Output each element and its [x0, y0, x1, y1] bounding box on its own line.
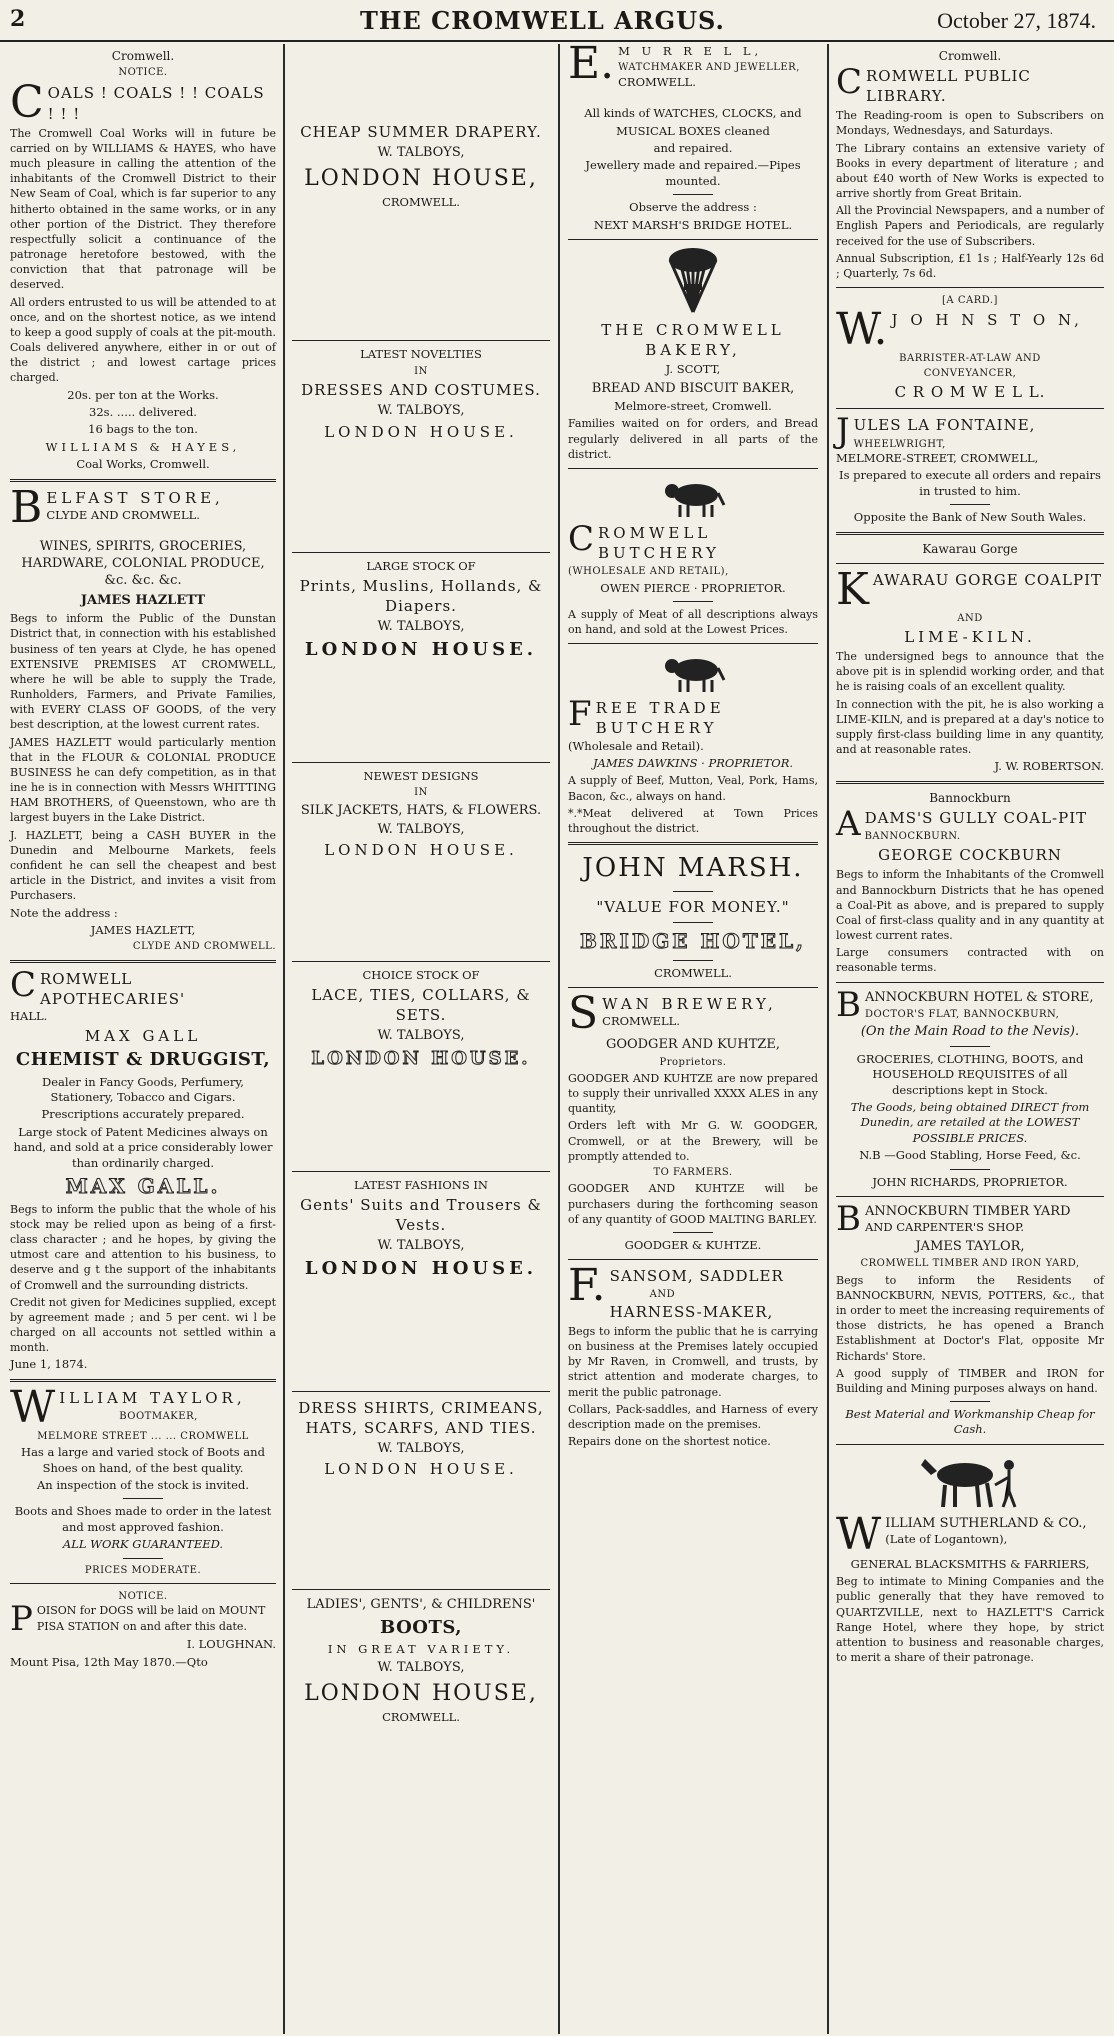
ad-body: All orders entrusted to us will be attended to at once, and on the shortest notice, as we intend to keep a good supply of coals at the pit-mouth. Coals delivered anywhere, either in or out of the district ; and lowest cartage prices charged.	[10, 295, 276, 385]
ad-talboys-gents	[292, 1178, 550, 1281]
ad-body: Orders left with Mr G. W. GOODGER, Cromwell, or at the Brewery, will be promptly attended to.	[568, 1119, 818, 1163]
ad-subhead: LIME-KILN.	[904, 628, 1036, 647]
ad-body: Begs to inform the Public of the Dunstan District that, in connection with his established business of ten years at Clyde, he has opened EXTENSIVE PREMISES AT CROMWELL, where he will be able to supply the Trade, Runholders, Farmers, and Private Families, with EVERY CLASS OF GOODS, of the very best description, at the lowest current rates.	[10, 612, 276, 732]
ad-body: The Library contains an extensive variety of Books in every department of literature ; and about £40 worth of New Works is expected to arrive shortly from Great Britain.	[836, 141, 1104, 201]
ad-body: A supply of Beef, Mutton, Veal, Pork, Hams, Bacon, &c., always on hand.	[568, 774, 818, 803]
ad-headline: WAN BREWERY,	[602, 995, 777, 1014]
price-line: 32s. ..... delivered.	[89, 404, 197, 419]
advertiser-address: Melmore-street, Cromwell.	[614, 399, 772, 414]
card-label: [A CARD.]	[942, 295, 998, 307]
advertiser-name: J. W. ROBERTSON.	[994, 759, 1104, 774]
advertiser-name: W. TALBOYS,	[377, 145, 465, 161]
store-name: LONDON HOUSE.	[324, 841, 518, 860]
ad-body: Credit not given for Medicines supplied, except by agreement made ; and 5 per cent. wi l be charged on all accounts not settled within a month.	[10, 1295, 276, 1355]
ad-body: GOODGER AND KUHTZE are now prepared to supply their unrivalled XXXX ALES in any quantity,	[568, 1071, 818, 1116]
divider	[673, 194, 713, 195]
ad-body: Begs to inform the Residents of BANNOCKBURN, NEVIS, POTTERS, &c., that in order to meet the increasing requirements of those districts, he has opened a Branch Establishment at Doctor's Flat, opposite Mr Richards' Store.	[836, 1273, 1104, 1363]
advertiser-address: CROMWELL.	[618, 74, 696, 89]
ad-headline: M U R R E L L,	[618, 44, 763, 58]
ad-headline: ULES LA FONTAINE,	[853, 416, 1036, 435]
ad-body: The Goods, being obtained DIRECT from Dunedin, are retailed at the LOWEST POSSIBLE PRICES.	[850, 1100, 1090, 1145]
store-name: LONDON HOUSE.	[324, 422, 518, 441]
ad-body: All the Provincial Newspapers, and a number of English Papers and Periodicals, are regularly received for the use of Subscribers.	[836, 204, 1104, 248]
ad-body: All kinds of WATCHES, CLOCKS, and	[584, 106, 802, 121]
divider	[836, 1196, 1104, 1197]
divider	[292, 1391, 550, 1392]
ad-talboys-boots	[292, 1596, 550, 1725]
trade-title: CONVEYANCER,	[923, 367, 1017, 379]
divider	[568, 468, 818, 469]
ad-cromwell-butchery	[568, 475, 818, 637]
ad-item: SILK JACKETS, HATS, & FLOWERS.	[300, 802, 542, 818]
ad-headline: ROMWELL BUTCHERY	[598, 523, 720, 563]
ad-public-library	[836, 48, 1104, 281]
ad-body: *.*Meat delivered at Town Prices throughout the district.	[568, 806, 818, 835]
ad-body: An inspection of the stock is invited.	[36, 1478, 250, 1493]
ad-timber-yard	[836, 1199, 1104, 1438]
slogan: "VALUE FOR MONEY."	[596, 897, 790, 916]
ad-talboys-novelties	[292, 347, 550, 441]
section-label: Kawarau Gorge	[922, 541, 1018, 556]
advertiser-name: W. TALBOYS,	[377, 619, 465, 635]
goods-list: WINES, SPIRITS, GROCERIES, HARDWARE, COLONIAL PRODUCE, &c. &c. &c.	[21, 538, 265, 589]
ad-body: Begs to inform the public that he is carrying on business at the Premises lately occupied by Mr Raven, in Cromwell, and trusts, by strict attention and moderate charges, to merit the public patronage.	[568, 1324, 818, 1399]
advertiser-address: BANNOCKBURN.	[864, 830, 961, 842]
notice-label: NOTICE.	[118, 67, 168, 79]
ad-subhead: AND CARPENTER'S SHOP.	[865, 1220, 1025, 1235]
trade-title: BREAD AND BISCUIT BAKER,	[591, 380, 795, 396]
ad-free-trade-butchery	[568, 650, 818, 836]
ad-body: In connection with the pit, he is also working a LIME-KILN, and is prepared at a day's notice to supply first-class building lime in any quantity, and at reasonable rates.	[836, 697, 1104, 757]
ad-headline: CHOICE STOCK OF	[362, 967, 480, 982]
drop-cap: C	[10, 77, 44, 129]
ad-connective: AND	[957, 612, 983, 624]
ad-connective: AND	[649, 1289, 676, 1301]
advertiser-name: I. LOUGHNAN.	[186, 1637, 276, 1652]
advertiser-name: W. TALBOYS,	[377, 1028, 465, 1044]
ad-date: June 1, 1874.	[10, 1357, 88, 1372]
issue-date: October 27, 1874.	[937, 8, 1096, 33]
divider	[123, 1558, 163, 1559]
drop-cap: F	[568, 694, 592, 735]
advertiser-name: W. TALBOYS,	[377, 1440, 465, 1456]
ad-subhead: TO FARMERS.	[653, 1166, 733, 1178]
ad-subhead: (WHOLESALE AND RETAIL),	[568, 566, 729, 578]
ad-note: N.B —Good Stabling, Horse Feed, &c.	[859, 1148, 1081, 1163]
ad-body: Repairs done on the shortest notice.	[568, 1435, 771, 1449]
proprietor-name: JAMES TAYLOR,	[915, 1238, 1025, 1254]
divider	[673, 601, 713, 602]
ad-body: Prescriptions accurately prepared.	[41, 1107, 245, 1122]
divider	[292, 762, 550, 763]
ad-body: The Cromwell Coal Works will in future be carried on by WILLIAMS & HAYES, who have much pleasure in calling the attention of the inhabitants of the Cromwell District to their New Seam of Coal, which is far superior to any hitherto obtained in the same works, or in any other portion of the District. They therefore respectfully solicit a continuance of the patronage heretofore bestowed, with the conviction that that patronage will be deserved.	[10, 126, 276, 292]
proprietor-name: MAX GALL	[84, 1027, 202, 1046]
horse-and-smith-icon	[915, 1451, 1025, 1511]
ad-headline: CHEAP SUMMER DRAPERY.	[300, 123, 542, 141]
ad-body: Begs to inform the Inhabitants of the Cromwell and Bannockburn Districts that he has opened a Coal-Pit as above, and is prepared to supply Coal of first-class quality and in any quantity at lowest current rates.	[836, 868, 1104, 943]
ad-body: MUSICAL BOXES cleaned	[616, 123, 770, 138]
ad-body: Families waited on for orders, and Bread regularly delivered in all parts of the district.	[568, 417, 818, 461]
ad-body: Boots and Shoes made to order in the latest and most approved fashion.	[14, 1504, 272, 1534]
divider	[673, 922, 713, 923]
divider	[123, 1498, 163, 1499]
ad-body: ALL WORK GUARANTEED.	[62, 1537, 224, 1552]
advertiser-address: CLYDE AND CROMWELL.	[132, 941, 276, 953]
ad-headline: AWARAU GORGE COALPIT	[872, 570, 1103, 589]
advertiser-address: CROMWELL.	[382, 194, 460, 209]
store-name: LONDON HOUSE.	[311, 1047, 531, 1069]
divider	[292, 1171, 550, 1172]
advertiser-name: JAMES HAZLETT,	[90, 922, 196, 937]
ad-body: Annual Subscription, £1 1s ; Half-Yearly 12s 6d ; Quarterly, 7s 6d.	[836, 251, 1104, 280]
drop-cap: W.	[836, 303, 888, 355]
advertiser-address: C R O M W E L L.	[894, 383, 1046, 402]
ad-item: DRESSES AND COSTUMES.	[301, 381, 541, 400]
ad-murrell-watchmaker	[568, 44, 818, 233]
divider	[673, 960, 713, 961]
newspaper-title: THE CROMWELL ARGUS.	[360, 6, 725, 35]
divider	[836, 1444, 1104, 1445]
store-name: LONDON HOUSE.	[324, 1460, 518, 1479]
ad-headline: LADIES', GENTS', & CHILDRENS'	[306, 1597, 536, 1613]
price-line: 20s. per ton at the Works.	[67, 387, 219, 402]
advertiser-address: MELMORE-STREET, CROMWELL,	[836, 450, 1039, 465]
divider	[836, 781, 1104, 784]
ad-note: Note the address :	[10, 905, 118, 920]
ad-body: Jewellery made and repaired.—Pipes mounted.	[585, 158, 801, 188]
ad-subhead: Proprietors.	[659, 1056, 727, 1068]
ad-talboys-prints	[292, 559, 550, 662]
hotel-name: BRIDGE HOTEL,	[580, 928, 806, 953]
proprietor-name: JAMES HAZLETT	[80, 592, 206, 608]
drop-cap: B	[836, 984, 861, 1025]
ad-body: J. HAZLETT, being a CASH BUYER in the Dunedin and Melbourne Markets, feels confident he can sell the cheapest and best article in the District, and invites a visit from Purchasers.	[10, 828, 276, 903]
drop-cap: C	[568, 518, 595, 559]
ad-subhead: BOOTMAKER,	[119, 1410, 198, 1422]
ad-headline: THE CROMWELL BAKERY,	[601, 321, 785, 360]
proprietor-name: GEORGE COCKBURN	[878, 846, 1062, 865]
divider	[568, 643, 818, 644]
drop-cap: S	[568, 988, 599, 1040]
divider	[950, 1046, 990, 1047]
ad-body: Collars, Pack-saddles, and Harness of every description made on the premises.	[568, 1402, 818, 1431]
ad-headline: LATEST NOVELTIES	[360, 347, 482, 362]
ad-coal-works	[10, 48, 276, 473]
ad-adams-gully	[836, 790, 1104, 976]
trade-title: HARNESS-MAKER,	[609, 1302, 774, 1321]
divider	[950, 504, 990, 505]
ad-body: A supply of Meat of all descriptions always on hand, and sold at the Lowest Prices.	[568, 607, 818, 637]
ad-johnston-barrister	[836, 294, 1104, 402]
store-name: LONDON HOUSE.	[304, 638, 538, 660]
drop-cap: J	[836, 411, 850, 452]
ad-body: PRICES MODERATE.	[84, 1564, 202, 1576]
page-number: 2	[10, 6, 26, 32]
ad-item: Gents' Suits and Trousers & Vests.	[300, 1196, 542, 1235]
proprietor-name: OWEN PIERCE · PROPRIETOR.	[600, 580, 786, 595]
advertiser-address: CROMWELL TIMBER AND IRON YARD,	[860, 1258, 1080, 1270]
column-rule	[558, 44, 560, 2034]
bull-icon	[658, 650, 728, 694]
ad-subhead: CLYDE AND CROMWELL.	[46, 507, 200, 522]
wheat-sheaf-icon	[658, 246, 728, 316]
drop-cap: K	[836, 563, 869, 615]
column-3	[562, 44, 824, 2034]
advertiser-address: DOCTOR'S FLAT, BANNOCKBURN,	[865, 1009, 1060, 1020]
drop-cap: B	[836, 1199, 861, 1240]
ad-bannockburn-hotel	[836, 984, 1104, 1190]
ad-body: Beg to intimate to Mining Companies and the public generally that they have removed to QUARTZVILLE, next to HAZLETT'S Carrick Range Hotel, where they hope, by strict attention to business and reasonable charges, to merit a share of their patronage.	[836, 1575, 1104, 1665]
ad-item: Prints, Muslins, Hollands, & Diapers.	[299, 577, 543, 616]
ad-belfast-store	[10, 481, 276, 954]
drop-cap: P	[10, 1599, 33, 1640]
ad-subhead: (On the Main Road to the Nevis).	[860, 1024, 1080, 1040]
divider	[292, 552, 550, 553]
trade-title: WHEELWRIGHT,	[853, 438, 946, 450]
ad-note: Observe the address :	[629, 200, 757, 215]
divider	[836, 408, 1104, 409]
divider	[568, 239, 818, 240]
ad-headline: ANNOCKBURN TIMBER YARD	[865, 1204, 1071, 1220]
trade-title: BARRISTER-AT-LAW AND	[899, 352, 1041, 364]
divider	[950, 1169, 990, 1170]
ad-body: The Reading-room is open to Subscribers on Mondays, Wednesdays, and Saturdays.	[836, 109, 1104, 138]
ad-subhead: IN GREAT VARIETY.	[327, 1642, 515, 1656]
ad-note: Best Material and Workmanship Cheap for Cash.	[845, 1407, 1095, 1437]
store-name: LONDON HOUSE,	[304, 165, 538, 191]
masthead	[0, 0, 1114, 42]
ad-headline: SANSOM, SADDLER	[609, 1267, 784, 1286]
ad-headline: ELFAST STORE,	[46, 488, 224, 507]
ad-body: Is prepared to execute all orders and repairs in trusted to him.	[839, 468, 1101, 498]
ad-body: Has a large and varied stock of Boots and Shoes on hand, of the best quality.	[21, 1445, 265, 1475]
drop-cap: E.	[568, 44, 615, 89]
drop-cap: C	[10, 964, 37, 1005]
divider	[836, 563, 1104, 564]
ad-body: Large consumers contracted with on reasonable terms.	[836, 946, 1104, 975]
divider	[292, 340, 550, 341]
ad-talboys-shirts	[292, 1398, 550, 1480]
ad-headline: ANNOCKBURN HOTEL & STORE,	[865, 989, 1094, 1005]
ad-headline: LARGE STOCK OF	[366, 558, 476, 573]
divider	[836, 532, 1104, 535]
column-2	[286, 44, 556, 2034]
bull-icon	[658, 475, 728, 519]
ad-body: JAMES HAZLETT would particularly mention that in the FLOUR & COLONIAL PRODUCE BUSINESS he can defy competition, as in that ine he is in connection with Messrs WHITTING HAM BROTHERS, of Queenstown, who are th largest buyers in the Lake District.	[10, 735, 276, 825]
ad-john-marsh	[568, 851, 818, 981]
ad-footer: Mount Pisa, 12th May 1870.—Qto	[10, 1654, 208, 1669]
ad-sansom-saddler	[568, 1260, 818, 1449]
divider	[292, 1589, 550, 1590]
divider	[836, 287, 1104, 288]
ad-headline: ILLIAM TAYLOR,	[59, 1388, 246, 1407]
divider	[836, 982, 1104, 983]
ad-body: and repaired.	[653, 141, 733, 156]
divider	[292, 961, 550, 962]
divider	[950, 1401, 990, 1402]
ad-kawarau-coalpit	[836, 541, 1104, 775]
ad-item: BOOTS,	[380, 1616, 462, 1638]
notice-label: NOTICE.	[118, 1591, 168, 1603]
ad-item: LACE, TIES, COLLARS, & SETS.	[311, 985, 531, 1025]
proprietor-name: GOODGER AND KUHTZE,	[605, 1037, 781, 1053]
section-label: Cromwell.	[111, 49, 175, 63]
divider	[10, 960, 276, 963]
ad-poison-notice	[10, 1590, 276, 1670]
ad-body: Large stock of Patent Medicines always on hand, and sold at a price considerably lower than ordinarily charged.	[13, 1124, 273, 1170]
ad-apothecaries-hall	[10, 964, 276, 1373]
ad-body: Begs to inform the public that the whole of his stock may be relied upon as being of a first-class character ; and he hopes, by giving the utmost care and attention to his business, to deserve and g t the support of the inhabitants of Cromwell and the surrounding districts.	[10, 1202, 276, 1292]
ad-sutherland-blacksmiths	[836, 1451, 1104, 1665]
ad-subhead: (Late of Logantown),	[885, 1532, 1008, 1547]
ad-connective: IN	[414, 787, 428, 799]
ad-headline: NEWEST DESIGNS	[363, 768, 479, 783]
ad-body: A good supply of TIMBER and IRON for Building and Mining purposes always on hand.	[836, 1366, 1104, 1395]
divider	[568, 842, 818, 845]
divider	[673, 1232, 713, 1233]
column-4	[830, 44, 1110, 2034]
advertiser-address: NEXT MARSH'S BRIDGE HOTEL.	[593, 217, 793, 232]
advertiser-name: W. TALBOYS,	[377, 1660, 465, 1676]
ad-connective: IN	[414, 365, 428, 377]
ad-subhead: WATCHMAKER AND JEWELLER,	[618, 62, 800, 74]
ad-headline: DAMS'S GULLY COAL-PIT	[864, 808, 1088, 827]
price-line: 16 bags to the ton.	[88, 422, 198, 437]
divider	[568, 987, 818, 988]
ad-talboys-jackets	[292, 769, 550, 861]
ad-headline: REE TRADE BUTCHERY	[595, 699, 725, 738]
advertiser-name: W. TALBOYS,	[377, 403, 465, 419]
ad-swan-brewery	[568, 988, 818, 1253]
proprietor-name-display: MAX GALL.	[65, 1173, 221, 1198]
ad-headline: LATEST FASHIONS IN	[354, 1177, 488, 1192]
trade-title: CHEMIST & DRUGGIST,	[15, 1049, 271, 1071]
proprietor-name: JOHN MARSH.	[582, 853, 804, 884]
ad-body: GOODGER AND KUHTZE will be purchasers during the forthcoming season of any quantity of GOOD MALTING BARLEY.	[568, 1182, 818, 1226]
advertiser-address: MELMORE STREET ... ... CROMWELL	[37, 1430, 249, 1442]
ad-note: Opposite the Bank of New South Wales.	[853, 510, 1087, 525]
column-rule	[283, 44, 285, 2034]
store-name: LONDON HOUSE.	[304, 1257, 538, 1279]
ad-body: OISON for DOGS will be laid on MOUNT PISA STATION on and after this date.	[36, 1604, 266, 1633]
advertiser-address: CROMWELL.	[654, 965, 732, 980]
column-rule	[827, 44, 829, 2034]
divider	[10, 1583, 276, 1584]
proprietor-name: JOHN RICHARDS, PROPRIETOR.	[872, 1174, 1068, 1189]
divider	[10, 479, 276, 482]
ad-body: GROCERIES, CLOTHING, BOOTS, and HOUSEHOLD REQUISITES of all descriptions kept in Stock.	[856, 1051, 1084, 1097]
ad-headline: ILLIAM SUTHERLAND & CO.,	[885, 1515, 1087, 1531]
section-label: Bannockburn	[929, 790, 1011, 805]
drop-cap: W	[10, 1381, 56, 1433]
store-name: LONDON HOUSE,	[304, 1680, 538, 1706]
advertiser-address: CROMWELL.	[602, 1014, 680, 1029]
drop-cap: C	[836, 62, 863, 103]
ad-cromwell-bakery	[568, 246, 818, 462]
drop-cap: A	[836, 803, 861, 844]
section-label: Cromwell.	[938, 49, 1002, 63]
ad-headline: OALS ! COALS ! ! COALS ! ! !	[47, 84, 265, 123]
advertiser-name: W. TALBOYS,	[377, 822, 465, 838]
advertiser-name: WILLIAMS & HAYES,	[45, 439, 241, 454]
ad-body: The undersigned begs to announce that the above pit is in splendid working order, and that he is raising coals of an excellent quality.	[836, 650, 1104, 694]
ad-william-taylor	[10, 1381, 276, 1577]
divider	[673, 891, 713, 892]
advertiser-address: CROMWELL.	[382, 1710, 460, 1725]
ad-subhead: HALL.	[10, 1008, 48, 1023]
ad-headline: DRESS SHIRTS, CRIMEANS, HATS, SCARFS, AND TIES.	[298, 1398, 544, 1437]
advertiser-name: GOODGER & KUHTZE.	[624, 1237, 762, 1252]
proprietor-name: J. SCOTT,	[665, 362, 721, 377]
ad-body: Dealer in Fancy Goods, Perfumery, Stationery, Tobacco and Cigars.	[42, 1074, 244, 1104]
ad-la-fontaine	[836, 411, 1104, 525]
column-1	[4, 44, 282, 2034]
trade-title: GENERAL BLACKSMITHS & FARRIERS,	[850, 1556, 1090, 1571]
drop-cap: B	[10, 481, 43, 533]
proprietor-name: JAMES DAWKINS · PROPRIETOR.	[592, 755, 794, 770]
ad-headline: J O H N S T O N,	[891, 310, 1083, 329]
ad-subhead: (Wholesale and Retail).	[568, 738, 704, 753]
ad-talboys-lace	[292, 968, 550, 1071]
ad-headline: ROMWELL PUBLIC LIBRARY.	[866, 67, 1031, 106]
advertiser-name: W. TALBOYS,	[377, 1238, 465, 1254]
drop-cap: F.	[568, 1260, 606, 1312]
ad-talboys-drapery	[292, 122, 550, 210]
ad-headline: ROMWELL APOTHECARIES'	[40, 969, 186, 1008]
advertiser-address: Coal Works, Cromwell.	[76, 457, 210, 472]
drop-cap: W	[836, 1508, 882, 1560]
